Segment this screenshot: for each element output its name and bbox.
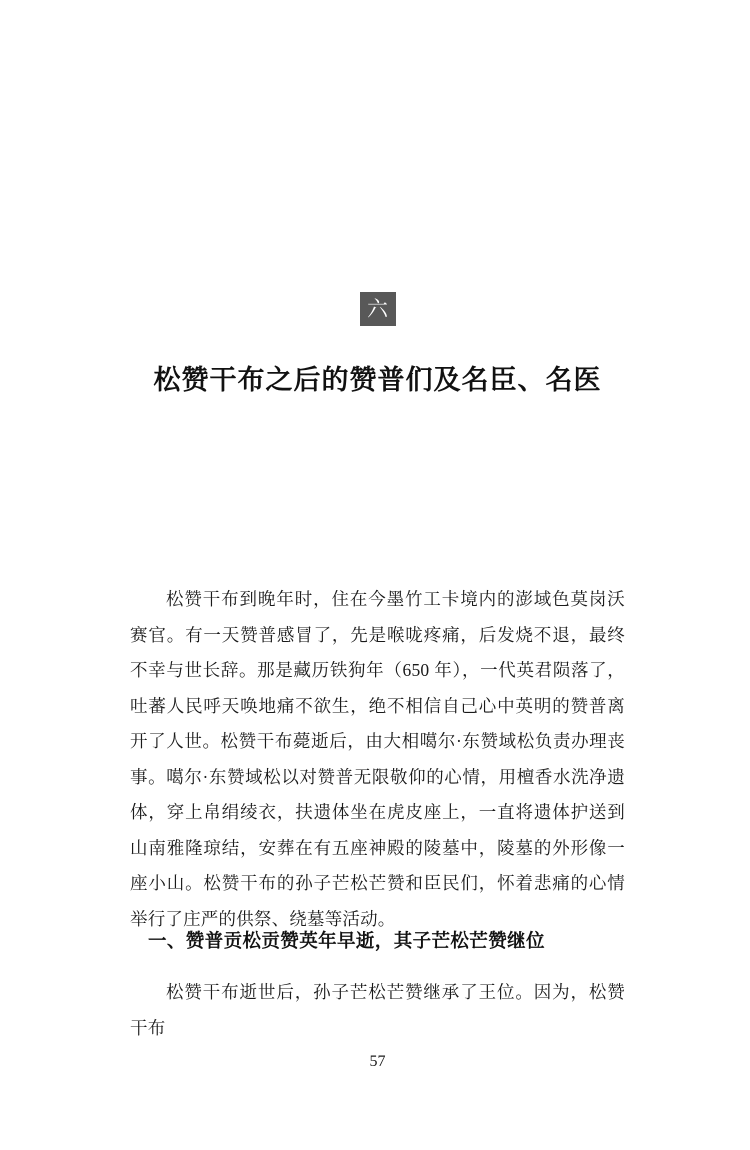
- section-heading: 一、赞普贡松贡赞英年早逝，其子芒松芒赞继位: [148, 932, 545, 953]
- tail-paragraph: 松赞干布逝世后，孙子芒松芒赞继承了王位。因为，松赞干布: [130, 982, 625, 1038]
- chapter-title: 松赞干布之后的赞普们及名臣、名医: [153, 365, 602, 396]
- chapter-number: 六: [360, 292, 396, 326]
- chapter-number-wrap: [130, 292, 625, 326]
- body-paragraph: 松赞干布到晚年时，住在今墨竹工卡境内的澎域色莫岗沃赛官。有一天赞普感冒了，先是喉咙疼痛，后发烧不退，最终不幸与世长辞。那是藏历铁狗年（650 年），一代英君陨落了，吐蕃人民呼天唤地痛不欲生，绝不相信自己心中英明的赞普离开了人世。松赞干布薨逝后，由大相噶尔·东赞域松负责办理丧事。噶尔·东赞域松以对赞普无限敬仰的心情，用檀香水洗净遗体，穿上帛绢绫衣，扶遗体坐在虎皮座上，一直将遗体护送到山南雅隆琼结，安葬在有五座神殿的陵墓中，陵墓的外形像一座小山。松赞干布的孙子芒松芒赞和臣民们，怀着悲痛的心情举行了庄严的供祭、绕墓等活动。: [130, 589, 625, 929]
- page-content: [130, 0, 625, 1150]
- page-number: 57: [369, 1053, 386, 1070]
- tail-text-block: [130, 975, 625, 1046]
- body-text-block: [130, 582, 625, 937]
